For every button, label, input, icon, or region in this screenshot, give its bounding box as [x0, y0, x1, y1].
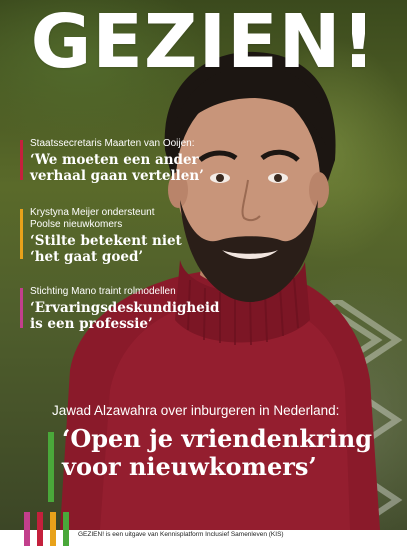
magazine-title: GEZIEN! — [30, 0, 377, 85]
teaser-2 — [20, 207, 182, 265]
teaser-1-accent-bar — [20, 140, 23, 180]
footer-bar-red — [37, 512, 43, 546]
teaser-2-accent-bar — [20, 209, 23, 259]
teaser-3-kicker: Stichting Mano traint rolmodellen — [30, 286, 176, 297]
feature-kicker: Jawad Alzawahra over inburgeren in Nederland: — [52, 403, 340, 418]
teaser-2-headline: ‘Stilte betekent niet ‘het gaat goed’ — [30, 233, 182, 265]
teaser-3-headline: ‘Ervaringsdeskundigheid is een professie’ — [30, 300, 220, 332]
feature-story — [48, 402, 372, 481]
footer-bar-yellow — [50, 512, 56, 546]
footer-bar-pink — [24, 512, 30, 546]
teaser-1-kicker: Staatssecretaris Maarten van Ooijen: — [30, 138, 195, 149]
feature-accent-bar — [48, 432, 54, 502]
feature-headline: ‘Open je vriendenkring voor nieuwkomers’ — [62, 424, 372, 481]
teaser-1-headline: ‘We moeten een ander verhaal gaan vertellen’ — [30, 152, 204, 184]
teaser-1 — [20, 138, 204, 184]
footer-bar-green — [63, 512, 69, 546]
publisher-credit: GEZIEN! is een uitgave van Kennisplatform Inclusief Samenleven (KIS) — [78, 531, 284, 538]
teaser-3 — [20, 286, 219, 332]
teaser-2-kicker: Krystyna Meijer ondersteunt Poolse nieuwkomers — [30, 207, 155, 230]
teaser-3-accent-bar — [20, 288, 23, 328]
